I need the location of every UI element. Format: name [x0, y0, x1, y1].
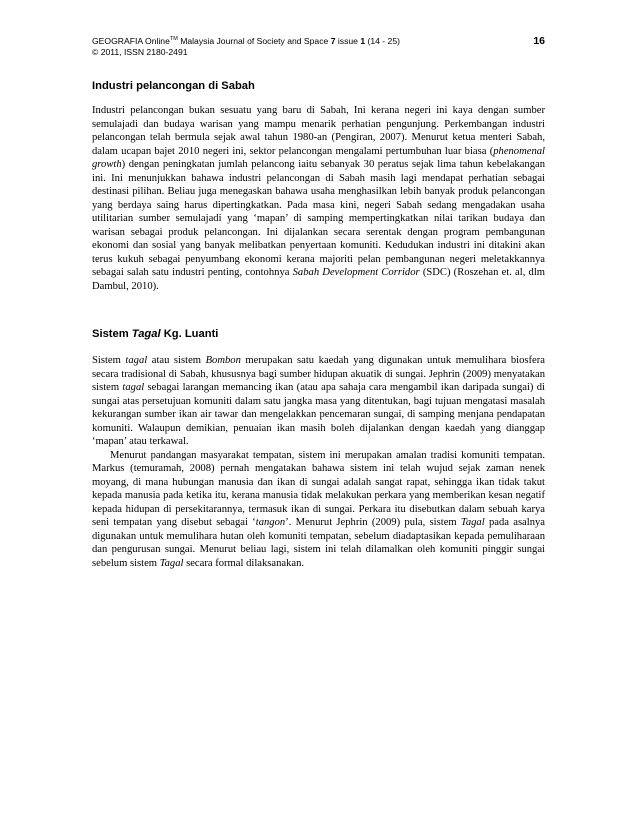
paragraph-tagal-history	[92, 449, 545, 571]
italic-term: Sabah Development Corridor	[292, 267, 420, 278]
text-run: ’. Menurut Jephrin (2009) pula, sistem	[285, 517, 461, 528]
italic-term: Tagal	[159, 557, 184, 569]
italic-term: tagal	[125, 355, 148, 366]
issue-number: 1	[360, 36, 366, 46]
title-run: Sistem	[92, 328, 132, 340]
journal-page	[92, 36, 545, 570]
text-run: Menurut pandangan masyarakat tempatan, sistem ini merupakan amalan tradisi komuniti tempatan. Markus (temuramah, 2008) pernah mengatakan bahawa sistem ini telah wujud sejak zaman nenek moyang, di mana hubungan manusia dan ikan di sungai adalah sangat rapat, sehingga ikan tidak takut kepada manusia pada ketika itu, kerana manusia tidak melakukan perkara yang memberikan kesan negatif kepada hidupan di persekitarannya, termasuk ikan di sungai. Perkara itu disebutkan dalam sebuah karya seni tempatan yang disebut sebagai ‘	[92, 449, 545, 528]
title-italic-term: Tagal	[131, 328, 161, 340]
paragraph-industri	[92, 104, 545, 293]
paragraph-tagal-definition	[92, 354, 545, 449]
volume-number: 7	[330, 36, 336, 46]
journal-name: GEOGRAFIA Online	[92, 36, 170, 46]
italic-term: Bombon	[205, 355, 241, 366]
text-run: Industri pelancongan bukan sesuatu yang baru di Sabah, Ini kerana negeri ini kaya dengan sumber semulajadi dan budaya warisan yang mampu menarik perhatian pengunjung. Perkembangan industri pelancongan telah bermula sejak awal tahun 1980-an (Pengiran, 2007). Menurut ketua menteri Sabah, dalam ucapan bajet 2010 negeri ini, sektor pelancongan mengalami pertumbuhan luar biasa (	[92, 105, 545, 157]
text-run: merupakan satu kaedah yang digunakan untuk memulihara biosfera secara tradisional di Sabah, khususnya bagi sumber hidupan akuatik di sungai. Jephrin (2009) menyatakan sistem	[92, 355, 545, 393]
title-run: Kg. Luanti	[160, 328, 219, 340]
page-header	[92, 36, 545, 58]
text-run: ) dengan peningkatan jumlah pelancong iaitu sebanyak 30 peratus sejak lima tahun kebelakangan ini. Ini menunjukkan bahawa industri pelancongan di Sabah masih lagi mendapat perhatian sebagai destinasi pilihan. Beliau juga menegaskan bahawa usaha menghasilkan lebih banyak produk pelancongan yang berdaya saing harus dipertingkatkan. Pada masa kini, negeri Sabah sedang mengadakan usaha utilitarian sumber semulajadi yang ‘mapan’ di samping mempertingkatkan nilai tarikan budaya dan warisan sebagai produk pelancongan. Ini dijalankan secara serentak dengan program pembangunan ekonomi dan sosial yang banyak melibatkan penyertaan komuniti. Kedudukan industri ini ditakini akan terus kukuh sebagai penyumbang ekonomi kerana majoriti pelan pembangunan negeri meletakkannya sebagai salah satu industri penting, contohnya	[92, 159, 545, 278]
section-title-industri: Industri pelancongan di Sabah	[92, 80, 255, 92]
trademark-mark: TM	[169, 36, 178, 42]
text-run: Sistem	[92, 355, 126, 366]
text-run: sebagai larangan memancing ikan (atau apa sahaja cara mengambil ikan daripada sungai) di sungai atas persetujuan komuniti dalam satu jangka masa yang ditentukan, bagi tujuan mengatasi masalah kekurangan sumber ikan air tawar dan mengelakkan pencemaran sungai, di samping menjana pendapatan komuniti. Walaupun demikian, penuaian ikan masih boleh dijalankan dengan kaedah yang dianggap ‘mapan’ atau terkawal.	[92, 382, 546, 447]
page-range: (14 - 25)	[365, 36, 400, 46]
issue-label: issue	[335, 36, 361, 46]
section-title-tagal	[92, 327, 545, 341]
text-run: secara formal dilaksanakan.	[183, 557, 305, 569]
journal-citation	[92, 36, 545, 47]
page-number: 16	[533, 35, 545, 47]
italic-term: phenomenal growth	[92, 145, 545, 170]
italic-term: Tagal	[460, 517, 485, 528]
italic-term: tangon	[255, 517, 286, 528]
journal-subtitle: Malaysia Journal of Society and Space	[177, 36, 331, 46]
text-run: (SDC) (Roszehan et. al, dlm Dambul, 2010).	[92, 267, 546, 292]
copyright-line: © 2011, ISSN 2180-2491	[92, 47, 188, 57]
text-run: pada asalnya digunakan untuk memulihara hutan oleh komuniti tempatan, sebelum diadaptasikan kepada pemuliharaan dan pengurusan sungai. Menurut beliau lagi, sistem ini telah dilamalkan oleh komuniti pinggir sungai sebelum sistem	[92, 517, 546, 569]
text-run: atau sistem	[147, 355, 206, 366]
italic-term: tagal	[122, 382, 145, 393]
